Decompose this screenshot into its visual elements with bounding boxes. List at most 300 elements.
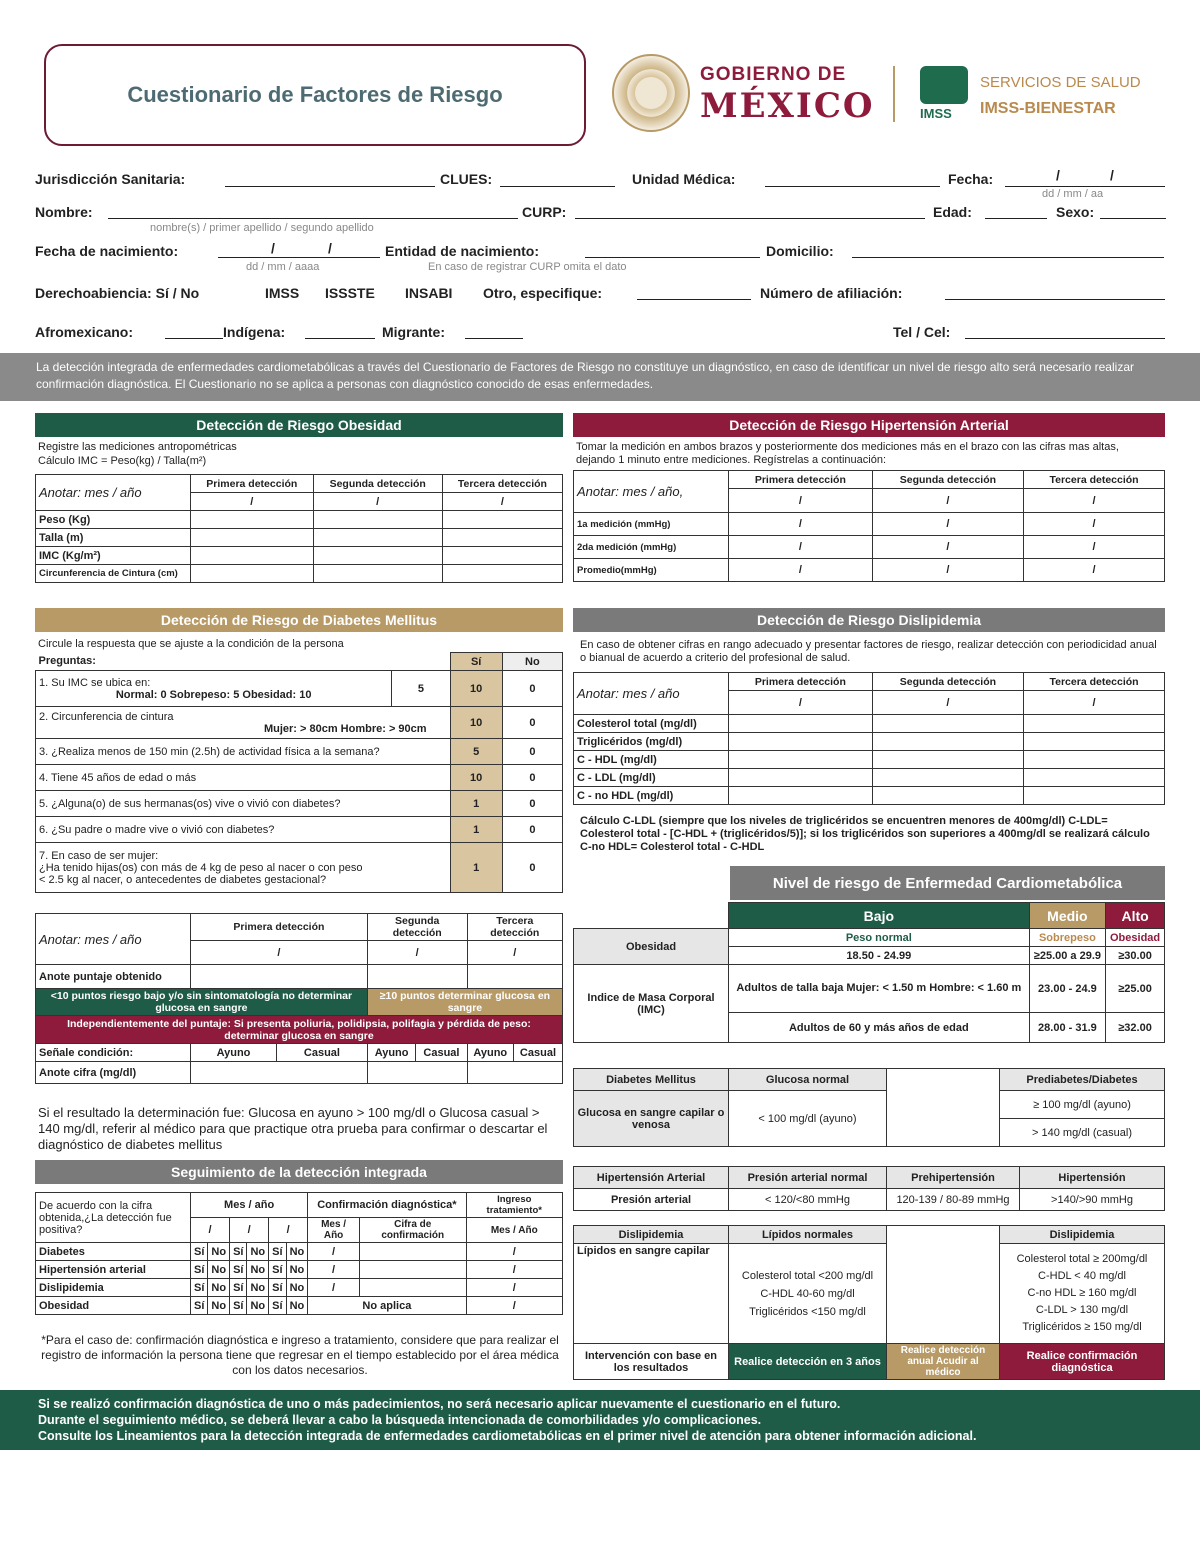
cell[interactable] [1024, 769, 1165, 787]
dm-h2: Glucosa normal [729, 1069, 887, 1091]
cell[interactable] [872, 733, 1023, 751]
field-fecha[interactable] [1005, 186, 1165, 187]
q3-no[interactable]: 0 [502, 739, 562, 765]
hta-col3: Tercera detección [1024, 471, 1165, 489]
ha-h1: Hipertensión Arterial [574, 1167, 729, 1189]
field-nombre[interactable] [108, 218, 518, 219]
casual-1[interactable]: Casual [277, 1044, 368, 1062]
obesidad-table [35, 474, 563, 583]
dm-c3a: ≥ 100 mg/dl (ayuno) [1000, 1091, 1165, 1119]
q1-mid[interactable]: 5 [392, 671, 450, 707]
ha-c4: >140/>90 mmHg [1020, 1189, 1165, 1211]
cell[interactable] [191, 965, 368, 989]
q4-si[interactable]: 10 [450, 765, 502, 791]
nivel-bajo: Bajo [729, 903, 1030, 929]
diab-col2: Segunda detección [367, 914, 467, 941]
seg-si[interactable]: Sí [230, 1243, 247, 1261]
hta-col1: Primera detección [729, 471, 873, 489]
opt-issste[interactable]: ISSSTE [325, 285, 375, 301]
dislip-date-3[interactable]: / [1024, 691, 1165, 715]
dm-c3b: > 140 mg/dl (casual) [1000, 1119, 1165, 1147]
q7-no[interactable]: 0 [502, 843, 562, 893]
obesidad-date-1[interactable]: / [191, 493, 314, 511]
seg-no[interactable]: No [208, 1261, 230, 1279]
q5-si[interactable]: 1 [450, 791, 502, 817]
q1a: 1. Su IMC se ubica en: [39, 676, 151, 689]
diab-date-2[interactable]: / [367, 941, 467, 965]
ha-h3: Prehipertensión [887, 1167, 1020, 1189]
seg-h5b: Mes / Año [466, 1218, 562, 1243]
nivel-mayor: Adultos de 60 y más años de edad [729, 1013, 1030, 1043]
cell[interactable] [313, 547, 442, 565]
field-otro[interactable] [637, 299, 751, 300]
seg-si[interactable]: Sí [191, 1297, 208, 1315]
diab-indep: Independientemente del puntaje: Si presenta poliuria, polidipsia, polifagia y pérdida de peso: determinar glucosa en sangre [36, 1016, 563, 1044]
q6-no[interactable]: 0 [502, 817, 562, 843]
hint-fecha-nac: dd / mm / aaaa [246, 261, 320, 273]
dl-n2: C-HDL 40-60 mg/dl [760, 1287, 855, 1300]
dm-c1: Glucosa en sangre capilar o venosa [574, 1091, 729, 1147]
dl-b1: Realice detección en 3 años [729, 1344, 887, 1380]
dislip-anotar: Anotar: mes / año [574, 673, 729, 715]
diabetes-puntaje-table [35, 913, 563, 1084]
dislip-table [573, 672, 1165, 805]
nivel-imc: Indice de Masa Corporal (IMC) [574, 965, 729, 1043]
dislip-row-nohdl: C - no HDL (mg/dl) [574, 787, 729, 805]
dl-n3: Triglicéridos <150 mg/dl [749, 1305, 866, 1318]
cell[interactable] [191, 529, 314, 547]
dm-h3: Prediabetes/Diabetes [1000, 1069, 1165, 1091]
cell[interactable] [729, 715, 873, 733]
title-box [44, 44, 586, 146]
q7a: 7. En caso de ser mujer: [39, 849, 159, 862]
hta-r1-1[interactable]: / [729, 513, 873, 536]
field-migrante[interactable] [465, 338, 523, 339]
hta-anotar: Anotar: mes / año, [574, 471, 729, 513]
hta-text: Tomar la medición en ambos brazos y posteriormente dos mediciones más en el brazo con las cifras mas altas, dejando 1 minuto entre mediciones. Regístrelas a continuación: [576, 441, 1119, 466]
seg-slash-2: / [230, 1218, 269, 1243]
diabetes-no-head: No [502, 653, 562, 671]
dl-int: Intervención con base en los resultados [574, 1344, 729, 1380]
diab-col1: Primera detección [191, 914, 368, 941]
cell[interactable] [1024, 751, 1165, 769]
seg-h2: Mes / año [191, 1193, 308, 1218]
field-indigena[interactable] [305, 338, 375, 339]
nivel-r3b: 28.00 - 31.9 [1029, 1013, 1105, 1043]
nivel-table [573, 902, 1165, 1043]
notice-banner: La detección integrada de enfermedades cardiometabólicas a través del Cuestionario de Factores de Riesgo no constituye un diagnóstico, en caso de identificar un nivel de riesgo alto será necesario realizar confirmación diagnóstica. El Cuestionario no se aplica a personas con diagnóstico conocido de esas enfermedades. [0, 353, 1200, 401]
field-afiliacion[interactable] [945, 299, 1165, 300]
cell[interactable] [872, 769, 1023, 787]
q1-no[interactable]: 0 [502, 671, 562, 707]
seg-slash[interactable]: / [466, 1261, 562, 1279]
seg-h5: Mes / Año [308, 1218, 360, 1243]
field-entidad[interactable] [585, 257, 760, 258]
nivel-medio: Medio [1029, 903, 1105, 929]
obesidad-col3: Tercera detección [442, 475, 562, 493]
opt-insabi[interactable]: INSABI [405, 285, 453, 301]
field-afro[interactable] [165, 338, 223, 339]
cell[interactable] [313, 511, 442, 529]
servicios-text: SERVICIOS DE SALUD [980, 74, 1141, 91]
label-curp: CURP: [522, 204, 567, 220]
field-domicilio[interactable] [852, 257, 1164, 258]
label-clues: CLUES: [440, 171, 493, 187]
seg-no[interactable]: No [247, 1243, 269, 1261]
nivel-alto: Alto [1106, 903, 1165, 929]
seg-si[interactable]: Sí [269, 1279, 286, 1297]
nivel-header: Nivel de riesgo de Enfermedad Cardiometabólica [730, 866, 1165, 900]
seg-no[interactable]: No [286, 1279, 308, 1297]
field-clues[interactable] [500, 186, 615, 187]
hta-r2-2[interactable]: / [872, 536, 1023, 559]
seg-no[interactable]: No [247, 1279, 269, 1297]
seg-si[interactable]: Sí [230, 1297, 247, 1315]
label-nombre: Nombre: [35, 204, 93, 220]
label-domicilio: Domicilio: [766, 243, 834, 259]
gob-line1: GOBIERNO DE [700, 64, 847, 85]
seg-h3: Confirmación diagnóstica* [308, 1193, 466, 1218]
imss-text: IMSS [920, 106, 952, 121]
ha-h4: Hipertensión [1020, 1167, 1165, 1189]
seg-slash[interactable]: / [308, 1261, 360, 1279]
nivel-ob: Obesidad [1106, 929, 1165, 947]
q7-si[interactable]: 1 [450, 843, 502, 893]
ha-h2: Presión arterial normal [729, 1167, 887, 1189]
obesidad-row-talla: Talla (m) [36, 529, 191, 547]
hta-table [573, 470, 1165, 582]
q2-si[interactable]: 10 [450, 707, 502, 739]
dislip-row-ldl: C - LDL (mg/dl) [574, 769, 729, 787]
seg-no[interactable]: No [208, 1297, 230, 1315]
hta-row-2: 2da medición (mmHg) [574, 536, 729, 559]
q3-si[interactable]: 5 [450, 739, 502, 765]
ayuno-2[interactable]: Ayuno [367, 1044, 416, 1062]
q1b: Normal: 0 Sobrepeso: 5 Obesidad: 10 [115, 688, 312, 701]
nivel-pn: Peso normal [729, 929, 1030, 947]
hta-r1-2[interactable]: / [872, 513, 1023, 536]
fecha-slash-1: / [1056, 167, 1060, 183]
cell[interactable] [367, 1062, 467, 1084]
seg-no[interactable]: No [247, 1297, 269, 1315]
obesidad-anotar: Anotar: mes / año [36, 475, 191, 511]
dm-h1: Diabetes Mellitus [574, 1069, 729, 1091]
obesidad-text2: Cálculo IMC = Peso(kg) / Talla(m²) [38, 455, 207, 467]
nivel-r2b: 23.00 - 24.9 [1029, 965, 1105, 1013]
cell[interactable] [359, 1243, 466, 1261]
seg-slash[interactable]: / [466, 1297, 562, 1315]
q2b: Mujer: > 80cm Hombre: > 90cm [263, 722, 427, 735]
casual-2[interactable]: Casual [416, 1044, 467, 1062]
q7b: ¿Ha tenido hijas(os) con más de 4 kg de peso al nacer o con peso [39, 861, 363, 874]
fecha-nac-slash-1: / [271, 240, 275, 256]
seg-row-diabetes: Diabetes [36, 1243, 191, 1261]
diabetes-text: Circule la respuesta que se ajuste a la condición de la persona [38, 638, 344, 650]
label-afro: Afromexicano: [35, 324, 134, 340]
dislip-col1: Primera detección [729, 673, 873, 691]
cell[interactable] [1024, 733, 1165, 751]
hta-r2-1[interactable]: / [729, 536, 873, 559]
dl-c1: Lípidos en sangre capilar [574, 1244, 729, 1344]
diabetes-table [35, 652, 563, 893]
diab-col3: Tercera detección [467, 914, 562, 941]
field-tel[interactable] [965, 338, 1165, 339]
nivel-r1b: ≥25.00 a 29.9 [1029, 947, 1105, 965]
q5: 5. ¿Alguna(o) de sus hermanas(os) vive o vivió con diabetes? [36, 791, 451, 817]
dl-n1: Colesterol total <200 mg/dl [741, 1269, 874, 1282]
dl-d5: Triglicéridos ≥ 150 mg/dl [1022, 1321, 1142, 1333]
obesidad-date-2[interactable]: / [313, 493, 442, 511]
seg-noaplica: No aplica [308, 1297, 466, 1315]
diabetes-si-head: Sí [450, 653, 502, 671]
seg-header: Seguimiento de la detección integrada [35, 1160, 563, 1184]
label-sexo: Sexo: [1056, 204, 1095, 220]
dl-h2: Lípidos normales [729, 1226, 887, 1244]
seg-row-obesidad: Obesidad [36, 1297, 191, 1315]
ayuno-3[interactable]: Ayuno [467, 1044, 513, 1062]
mexico-seal-icon [612, 54, 690, 132]
opt-imss[interactable]: IMSS [265, 285, 300, 301]
dislip-calc: Cálculo C-LDL (siempre que los niveles de triglicéridos se encuentren menores de 400mg/dl) C-LDL= Colesterol total - [C-HDL + (triglicéridos/5)]; si los triglicéridos son superiores a 400mg/dl se realizará cálculo C-no HDL= Colesterol total - C-HDL [580, 815, 1150, 853]
cell[interactable] [729, 769, 873, 787]
seg-no[interactable]: No [286, 1297, 308, 1315]
seg-h4: Ingreso tratamiento* [466, 1193, 562, 1218]
label-otro: Otro, especifique: [483, 285, 603, 301]
seg-si[interactable]: Sí [191, 1261, 208, 1279]
cell[interactable] [1024, 715, 1165, 733]
field-jurisdiccion[interactable] [225, 186, 435, 187]
cell[interactable] [367, 965, 467, 989]
seg-slash[interactable]: / [308, 1279, 360, 1297]
imss-logo-icon [920, 66, 968, 104]
dl-table [573, 1225, 1165, 1380]
cell[interactable] [467, 965, 562, 989]
q3: 3. ¿Realiza menos de 150 min (2.5h) de actividad física a la semana? [36, 739, 451, 765]
seg-slash[interactable]: / [466, 1243, 562, 1261]
label-derecho: Derechoabiencia: Sí / No [35, 285, 200, 301]
cell[interactable] [729, 751, 873, 769]
dislip-row-hdl: C - HDL (mg/dl) [574, 751, 729, 769]
dislip-date-1[interactable]: / [729, 691, 873, 715]
cell[interactable] [191, 565, 314, 583]
diabetes-preguntas: Preguntas: [36, 653, 451, 671]
footer-banner [0, 1390, 1200, 1450]
obesidad-col2: Segunda detección [313, 475, 442, 493]
seg-slash[interactable]: / [466, 1279, 562, 1297]
cell[interactable] [872, 751, 1023, 769]
cell[interactable] [467, 1062, 562, 1084]
dislip-row-tg: Triglicéridos (mg/dl) [574, 733, 729, 751]
seg-slash-3: / [269, 1218, 308, 1243]
seg-si[interactable]: Sí [230, 1279, 247, 1297]
seg-no[interactable]: No [208, 1243, 230, 1261]
label-afiliacion: Número de afiliación: [760, 285, 903, 301]
seg-table [35, 1192, 563, 1315]
hta-r3-3[interactable]: / [1024, 559, 1165, 582]
label-indigena: Indígena: [223, 324, 286, 340]
seg-row-dislip: Dislipidemia [36, 1279, 191, 1297]
seg-si[interactable]: Sí [230, 1261, 247, 1279]
q7c: < 2.5 kg al nacer, o antecedentes de diabetes gestacional? [39, 873, 327, 886]
field-unidad[interactable] [765, 186, 940, 187]
label-jurisdiccion: Jurisdicción Sanitaria: [35, 171, 186, 187]
page-title: Cuestionario de Factores de Riesgo [127, 82, 503, 107]
field-edad[interactable] [985, 218, 1047, 219]
obesidad-row-imc: IMC (Kg/m²) [36, 547, 191, 565]
cell[interactable] [313, 565, 442, 583]
hta-col2: Segunda detección [872, 471, 1023, 489]
hint-entidad: En caso de registrar CURP omita el dato [428, 261, 627, 273]
fecha-slash-2: / [1110, 167, 1114, 183]
q2-no[interactable]: 0 [502, 707, 562, 739]
field-curp[interactable] [575, 218, 925, 219]
obesidad-col1: Primera detección [191, 475, 314, 493]
nivel-r3c: ≥32.00 [1106, 1013, 1165, 1043]
ha-c3: 120-139 / 80-89 mmHg [887, 1189, 1020, 1211]
dislip-col2: Segunda detección [872, 673, 1023, 691]
fecha-nac-slash-2: / [328, 240, 332, 256]
q6: 6. ¿Su padre o madre vive o vivió con diabetes? [36, 817, 451, 843]
diabetes-header: Detección de Riesgo de Diabetes Mellitus [35, 608, 563, 632]
diab-puntaje: Anote puntaje obtenido [36, 965, 191, 989]
diab-low: <10 puntos riesgo bajo y/o sin sintomatología no determinar glucosa en sangre [36, 989, 368, 1016]
cell[interactable] [1024, 787, 1165, 805]
q2a: 2. Circunferencia de cintura [39, 710, 174, 723]
dislip-col3: Tercera detección [1024, 673, 1165, 691]
seg-si[interactable]: Sí [269, 1243, 286, 1261]
seg-note: *Para el caso de: confirmación diagnóstica e ingreso a tratamiento, considere que para realizar el registro de información la persona tiene que regresar en el tiempo establecido por el área médica con los datos necesarios. [41, 1333, 559, 1377]
hta-row-3: Promedio(mmHg) [574, 559, 729, 582]
cell[interactable] [442, 565, 562, 583]
dl-b3: Realice confirmación diagnóstica [1000, 1344, 1165, 1380]
field-fecha-nac[interactable] [218, 257, 380, 258]
obesidad-date-3[interactable]: / [442, 493, 562, 511]
diabetes-anotar: Anotar: mes / año [36, 914, 191, 965]
seg-si[interactable]: Sí [269, 1297, 286, 1315]
ha-c1: Presión arterial [574, 1189, 729, 1211]
cell[interactable] [442, 547, 562, 565]
nivel-sp: Sobrepeso [1029, 929, 1105, 947]
hta-r1-3[interactable]: / [1024, 513, 1165, 536]
obesidad-row-cintura: Circunferencia de Cintura (cm) [36, 565, 191, 583]
field-sexo[interactable] [1100, 218, 1166, 219]
q4-no[interactable]: 0 [502, 765, 562, 791]
diab-date-3[interactable]: / [467, 941, 562, 965]
diab-result: Si el resultado la determinación fue: Glucosa en ayuno > 100 mg/dl o Glucosa casual > 140 mg/dl, referir al médico para que practique otra prueba para confirmar o descartar el diagnóstico de diabetes mellitus [38, 1105, 548, 1152]
label-fecha: Fecha: [948, 171, 994, 187]
dislip-row-ct: Colesterol total (mg/dl) [574, 715, 729, 733]
diab-date-1[interactable]: / [191, 941, 368, 965]
seg-h1: De acuerdo con la cifra obtenida,¿La detección fue positiva? [36, 1193, 191, 1243]
dm-c2: < 100 mg/dl (ayuno) [729, 1091, 887, 1147]
hta-date-1[interactable]: / [729, 489, 873, 513]
nivel-obesidad: Obesidad [574, 929, 729, 965]
seg-no[interactable]: No [286, 1243, 308, 1261]
ha-c2: < 120/<80 mmHg [729, 1189, 887, 1211]
seg-si[interactable]: Sí [191, 1279, 208, 1297]
label-fecha-nac: Fecha de nacimiento: [35, 243, 179, 259]
label-unidad: Unidad Médica: [632, 171, 736, 187]
seg-h6: Cifra de confirmación [359, 1218, 466, 1243]
dl-d1: Colesterol total ≥ 200mg/dl [1016, 1253, 1148, 1265]
dl-d3: C-no HDL ≥ 160 mg/dl [1027, 1287, 1137, 1299]
hta-r2-3[interactable]: / [1024, 536, 1165, 559]
obesidad-row-peso: Peso (Kg) [36, 511, 191, 529]
seg-no[interactable]: No [247, 1261, 269, 1279]
dislip-header: Detección de Riesgo Dislipidemia [573, 608, 1165, 632]
cell[interactable] [359, 1279, 466, 1297]
cell[interactable] [359, 1261, 466, 1279]
cell[interactable] [191, 511, 314, 529]
cell[interactable] [872, 715, 1023, 733]
cell[interactable] [191, 1062, 368, 1084]
cell[interactable] [442, 529, 562, 547]
label-tel: Tel / Cel: [893, 324, 951, 340]
nivel-r1a: 18.50 - 24.99 [729, 947, 1030, 965]
ha-table [573, 1166, 1165, 1211]
cell[interactable] [729, 733, 873, 751]
cell[interactable] [872, 787, 1023, 805]
dl-h1: Dislipidemia [574, 1226, 729, 1244]
dislip-date-2[interactable]: / [872, 691, 1023, 715]
diab-cifra: Anote cifra (mg/dl) [36, 1062, 191, 1084]
gob-line2: MÉXICO [700, 86, 875, 126]
casual-3[interactable]: Casual [513, 1044, 562, 1062]
dl-d2: C-HDL < 40 mg/dl [1038, 1270, 1126, 1282]
seg-no[interactable]: No [208, 1279, 230, 1297]
cell[interactable] [313, 529, 442, 547]
hta-header: Detección de Riesgo Hipertensión Arterial [573, 413, 1165, 437]
cell[interactable] [442, 511, 562, 529]
obesidad-header: Detección de Riesgo Obesidad [35, 413, 563, 437]
seg-slash[interactable]: / [308, 1243, 360, 1261]
nivel-r1c: ≥30.00 [1106, 947, 1165, 965]
obesidad-text1: Registre las mediciones antropométricas [38, 441, 237, 453]
hta-date-3[interactable]: / [1024, 489, 1165, 513]
q4: 4. Tiene 45 años de edad o más [36, 765, 451, 791]
nivel-talla: Adultos de talla baja Mujer: < 1.50 m Hombre: < 1.60 m [729, 965, 1030, 1013]
seg-slash-1: / [191, 1218, 230, 1243]
dm-table [573, 1068, 1165, 1147]
diab-high: ≥10 puntos determinar glucosa en sangre [367, 989, 562, 1016]
label-edad: Edad: [933, 204, 972, 220]
hint-fecha: dd / mm / aa [1042, 188, 1104, 200]
nivel-r2c: ≥25.00 [1106, 965, 1165, 1013]
hint-nombre: nombre(s) / primer apellido / segundo apellido [150, 222, 374, 234]
label-migrante: Migrante: [382, 324, 445, 340]
dl-d4: C-LDL > 130 mg/dl [1035, 1304, 1129, 1316]
hta-date-2[interactable]: / [872, 489, 1023, 513]
q6-si[interactable]: 1 [450, 817, 502, 843]
cell[interactable] [191, 547, 314, 565]
ayuno-1[interactable]: Ayuno [191, 1044, 277, 1062]
footer-l2: Durante el seguimiento médico, se deberá llevar a cabo la búsqueda intencionada de comorbilidades y/o complicaciones. [38, 1413, 762, 1427]
cell[interactable] [729, 787, 873, 805]
dl-h3: Dislipidemia [1000, 1226, 1165, 1244]
q5-no[interactable]: 0 [502, 791, 562, 817]
dl-b2: Realice detección anual Acudir al médico [887, 1344, 1000, 1380]
hta-r3-2[interactable]: / [872, 559, 1023, 582]
bienestar-text: IMSS-BIENESTAR [980, 100, 1116, 117]
hta-r3-1[interactable]: / [729, 559, 873, 582]
q1-si[interactable]: 10 [450, 671, 502, 707]
seg-si[interactable]: Sí [191, 1243, 208, 1261]
footer-l1: Si se realizó confirmación diagnóstica de uno o más padecimientos, no será necesario aplicar nuevamente el cuestionario en el futuro. [38, 1397, 841, 1411]
label-entidad: Entidad de nacimiento: [385, 243, 540, 259]
diab-senale: Señale condición: [36, 1044, 191, 1062]
seg-no[interactable]: No [286, 1261, 308, 1279]
seg-si[interactable]: Sí [269, 1261, 286, 1279]
